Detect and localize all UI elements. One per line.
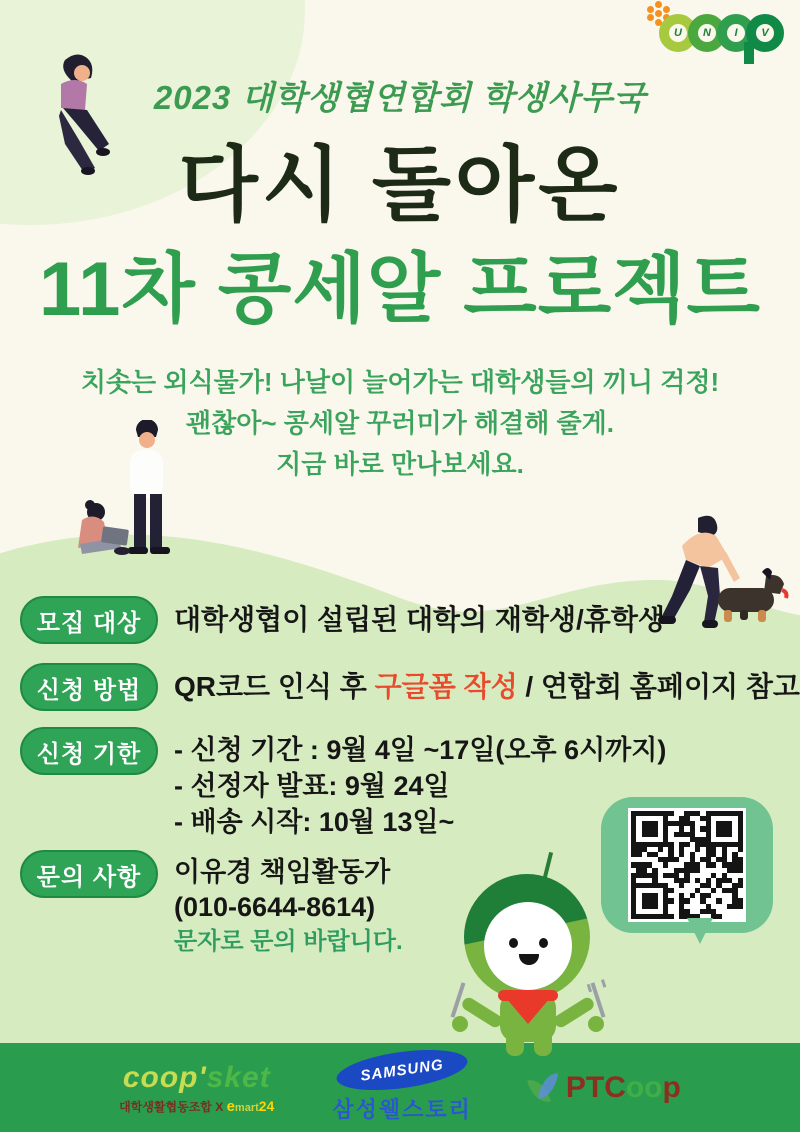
mascot-scarf-tip	[506, 998, 550, 1024]
ptcoop-leaf-icon	[530, 1070, 560, 1106]
info-row-apply	[20, 663, 800, 711]
mascot-hand	[452, 1016, 468, 1032]
emart-24: 24	[258, 1097, 275, 1114]
intro-line: 치솟는 외식물가! 나날이 늘어가는 대학생들의 끼니 걱정!	[80, 367, 720, 397]
contact-lines	[174, 850, 403, 959]
mascot-scarf	[498, 990, 558, 1001]
bean-mascot	[450, 830, 640, 1056]
coopsket-coop: coop'	[122, 1060, 207, 1094]
apply-text-after: / 연합회 홈페이지 참고	[517, 671, 800, 702]
info-row-deadline	[20, 727, 666, 840]
ptcoop-oo: oo	[625, 1070, 663, 1104]
logo-letter: N	[703, 27, 711, 39]
intro-line: 괜찮아~ 콩세알 꾸러미가 해결해 줄게.	[185, 408, 615, 438]
mascot-eye	[539, 938, 548, 948]
title-line2: 11차 콩세알 프로젝트	[39, 247, 761, 332]
ptcoop-wordmark	[566, 1071, 681, 1105]
deadline-line: - 배송 시작: 10월 13일~	[174, 807, 455, 837]
apply-text-before: QR코드 인식 후	[174, 671, 375, 702]
info-row-recruit	[20, 596, 665, 644]
samsung-wordmark: SAMSUNG	[359, 1055, 445, 1084]
coopsket-subtitle	[119, 1098, 274, 1115]
samsung-welstory-logo	[332, 1052, 472, 1124]
apply-text-highlight: 구글폼 작성	[374, 671, 518, 702]
intro-paragraph	[0, 362, 800, 485]
ptcoop-logo	[530, 1070, 681, 1106]
ptcoop-p: p	[662, 1070, 681, 1104]
coopsket-logo	[119, 1061, 274, 1115]
mascot-face	[484, 902, 572, 990]
mascot-head	[464, 874, 590, 1000]
logo-letter: V	[761, 27, 769, 39]
label-pill-recruit: 모집 대상	[20, 596, 158, 644]
recruit-text: 대학생협이 설립된 대학의 재학생/휴학생	[174, 604, 665, 635]
contact-name: 이유경 책임활동가	[174, 857, 391, 887]
fork-icon	[591, 982, 606, 1017]
coopsket-wordmark	[119, 1061, 274, 1095]
qr-code	[628, 808, 746, 922]
title-line1: 다시 돌아온	[178, 140, 622, 231]
logo-letter: I	[734, 27, 738, 39]
univ-coop-logo	[659, 14, 784, 52]
sponsor-footer	[0, 1043, 800, 1132]
logo-letter: U	[674, 27, 682, 39]
mascot-eye	[509, 938, 518, 948]
label-pill-apply: 신청 방법	[20, 663, 158, 711]
coopsket-sket: sket	[206, 1060, 271, 1094]
subtitle-script: 2023 대학생협연합회 학생사무국	[153, 79, 647, 116]
samsung-korean-name: 삼성웰스토리	[332, 1096, 472, 1122]
emart-e: e	[226, 1097, 235, 1115]
contact-note: 문자로 문의 바랍니다.	[174, 928, 403, 955]
mascot-antenna	[543, 852, 553, 878]
emart-mart: mart	[234, 1101, 259, 1114]
logo-ring-v	[746, 14, 784, 52]
ptcoop-ptc: PTC	[565, 1070, 626, 1104]
label-pill-deadline: 신청 기한	[20, 727, 158, 775]
coopsket-sub-left: 대학생활협동조합 X	[119, 1099, 224, 1114]
intro-line: 지금 바로 만나보세요.	[276, 449, 524, 479]
deadline-line: - 선정자 발표: 9월 24일	[174, 771, 450, 801]
label-pill-contact: 문의 사항	[20, 850, 158, 898]
contact-phone: (010-6644-8614)	[174, 892, 376, 922]
deadline-line: - 신청 기간 : 9월 4일 ~17일(오후 6시까지)	[174, 735, 667, 765]
apply-text	[174, 663, 800, 711]
info-row-contact	[20, 850, 403, 959]
mascot-hand	[588, 1016, 604, 1032]
asterisk-icon	[655, 10, 662, 17]
mascot-smile	[519, 954, 539, 965]
deadline-lines	[174, 727, 666, 840]
